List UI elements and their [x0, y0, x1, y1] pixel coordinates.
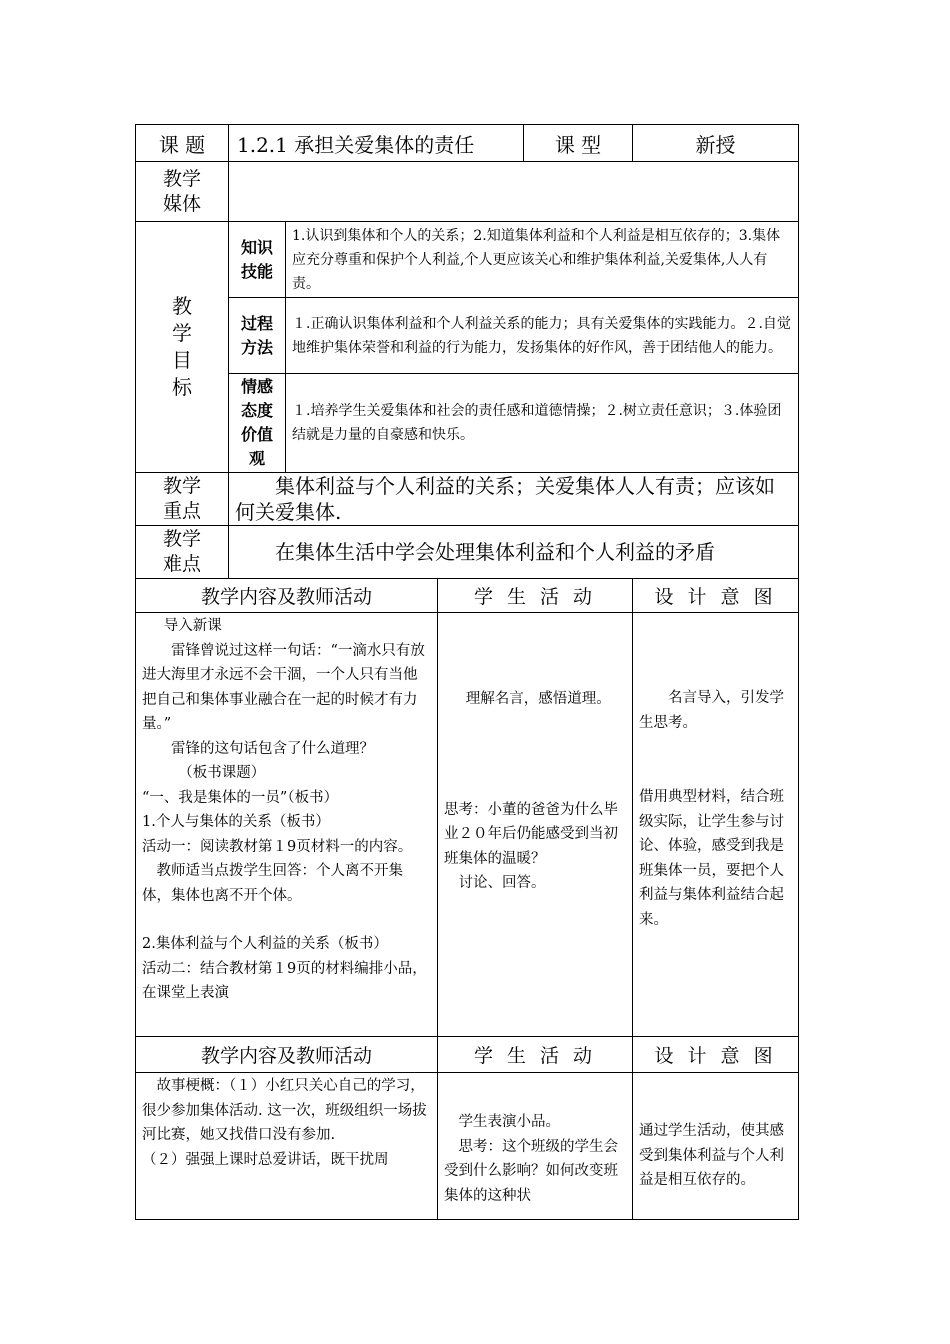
- media-label: 教学 媒体: [136, 162, 229, 222]
- process-text: １.正确认识集体利益和个人利益关系的能力；具有关爱集体的实践能力。２.自觉地维护集体荣誉和利益的行为能力，发扬集体的好作风，善于团结他人的能力。: [286, 298, 799, 374]
- goal-knowledge-row: [136, 222, 799, 298]
- text-line: （板书课题）: [178, 765, 266, 781]
- text-line: 1.个人与集体的关系（板书）: [142, 814, 330, 830]
- section1-student-cell: [438, 613, 633, 1037]
- media-value: [229, 162, 799, 222]
- knowledge-label: 知识 技能: [229, 222, 286, 298]
- goal-emotion-row: [136, 374, 799, 473]
- text-line: 理解名言，感悟道理。: [465, 691, 611, 707]
- key-points-row: [136, 473, 799, 526]
- design-column-header-2: 设 计 意 图: [633, 1037, 799, 1073]
- section2-design-cell: [633, 1073, 799, 1220]
- type-label: 课 型: [524, 125, 633, 162]
- section2-student-cell: [438, 1073, 633, 1220]
- text-line: 讨论、回答。: [458, 875, 546, 891]
- goal-process-row: [136, 298, 799, 374]
- text-line: 2.集体利益与个人利益的关系（板书）: [142, 936, 388, 952]
- text-line: 导入新课: [163, 618, 222, 634]
- text-line: （２）强强上课时总爱讲话，既干扰周: [142, 1151, 389, 1168]
- text-line: 雷锋曾说过这样一句话：“一滴水只有放进大海里才永远不会干涸，一个人只有当他把自己和集体事业融合在一起的时候才有力量。”: [142, 642, 425, 732]
- student-column-header-2: 学 生 活 动: [438, 1037, 633, 1073]
- section1-row: [136, 613, 799, 1037]
- process-label: 过程 方法: [229, 298, 286, 374]
- teacher-column-header: 教学内容及教师活动: [136, 579, 438, 613]
- difficulties-label: 教学 难点: [136, 526, 229, 579]
- lesson-plan-table: [135, 124, 799, 1220]
- text-line: 名言导入，引发学生思考。: [639, 690, 785, 731]
- column-header-row: [136, 579, 799, 613]
- emotion-label: 情感 态度 价值 观: [229, 374, 286, 473]
- student-column-header: 学 生 活 动: [438, 579, 633, 613]
- text-line: 雷锋的这句话包含了什么道理？: [171, 740, 374, 757]
- text-line: 学生表演小品。: [458, 1114, 560, 1130]
- difficulties-text: 在集体生活中学会处理集体利益和个人利益的矛盾: [229, 526, 799, 579]
- topic-row: [136, 125, 799, 162]
- text-line: 思考：小董的爸爸为什么毕业２０年后仍能感受到当初班集体的温暖？: [444, 801, 618, 867]
- text-line: “一、我是集体的一员”（板书）: [142, 789, 339, 806]
- design-column-header: 设 计 意 图: [633, 579, 799, 613]
- topic-label: 课 题: [136, 125, 229, 162]
- section1-design-cell: [633, 613, 799, 1037]
- key-points-label: 教学 重点: [136, 473, 229, 526]
- text-line: 故事梗概：（１）小红只关心自己的学习，很少参加集体活动. 这一次，班级组织一场拔河比赛，她又找借口没有参加.: [142, 1078, 427, 1143]
- section1-teacher-cell: [136, 613, 438, 1037]
- section2-row: [136, 1073, 799, 1220]
- text-line: 思考：这个班级的学生会受到什么影响？如何改变班集体的这种状: [444, 1138, 618, 1204]
- emotion-text: １.培养学生关爱集体和社会的责任感和道德情操；２.树立责任意识；３.体验团结就是力量的自豪感和快乐。: [286, 374, 799, 473]
- key-points-text: 集体利益与个人利益的关系；关爱集体人人有责；应该如何关爱集体.: [229, 473, 799, 526]
- topic-value: 1.2.1 承担关爱集体的责任: [229, 125, 524, 162]
- knowledge-text: 1.认识到集体和个人的关系；2.知道集体利益和个人利益是相互依存的；3.集体应充分尊重和保护个人利益,个人更应该关心和维护集体利益,关爱集体,人人有责。: [286, 222, 799, 298]
- teacher-column-header-2: 教学内容及教师活动: [136, 1037, 438, 1073]
- text-line: 通过学生活动，使其感受到集体利益与个人利益是相互依存的。: [639, 1123, 785, 1188]
- column-header-row-2: [136, 1037, 799, 1073]
- text-line: 教师适当点拨学生回答：个人离不开集体，集体也离不开个体。: [142, 863, 403, 904]
- text-line: 借用典型材料，结合班级实际，让学生参与讨论、体验，感受到我是班集体一员，要把个人利益与集体利益结合起来。: [639, 789, 785, 928]
- text-line: 活动二：结合教材第１9页的材料编排小品，在课堂上表演: [142, 960, 427, 1001]
- type-value: 新授: [633, 125, 799, 162]
- goals-label: 教 学 目 标: [136, 222, 229, 473]
- media-row: [136, 162, 799, 222]
- difficulties-row: [136, 526, 799, 579]
- text-line: 活动一：阅读教材第１9页材料一的内容。: [142, 838, 413, 855]
- section2-teacher-cell: [136, 1073, 438, 1220]
